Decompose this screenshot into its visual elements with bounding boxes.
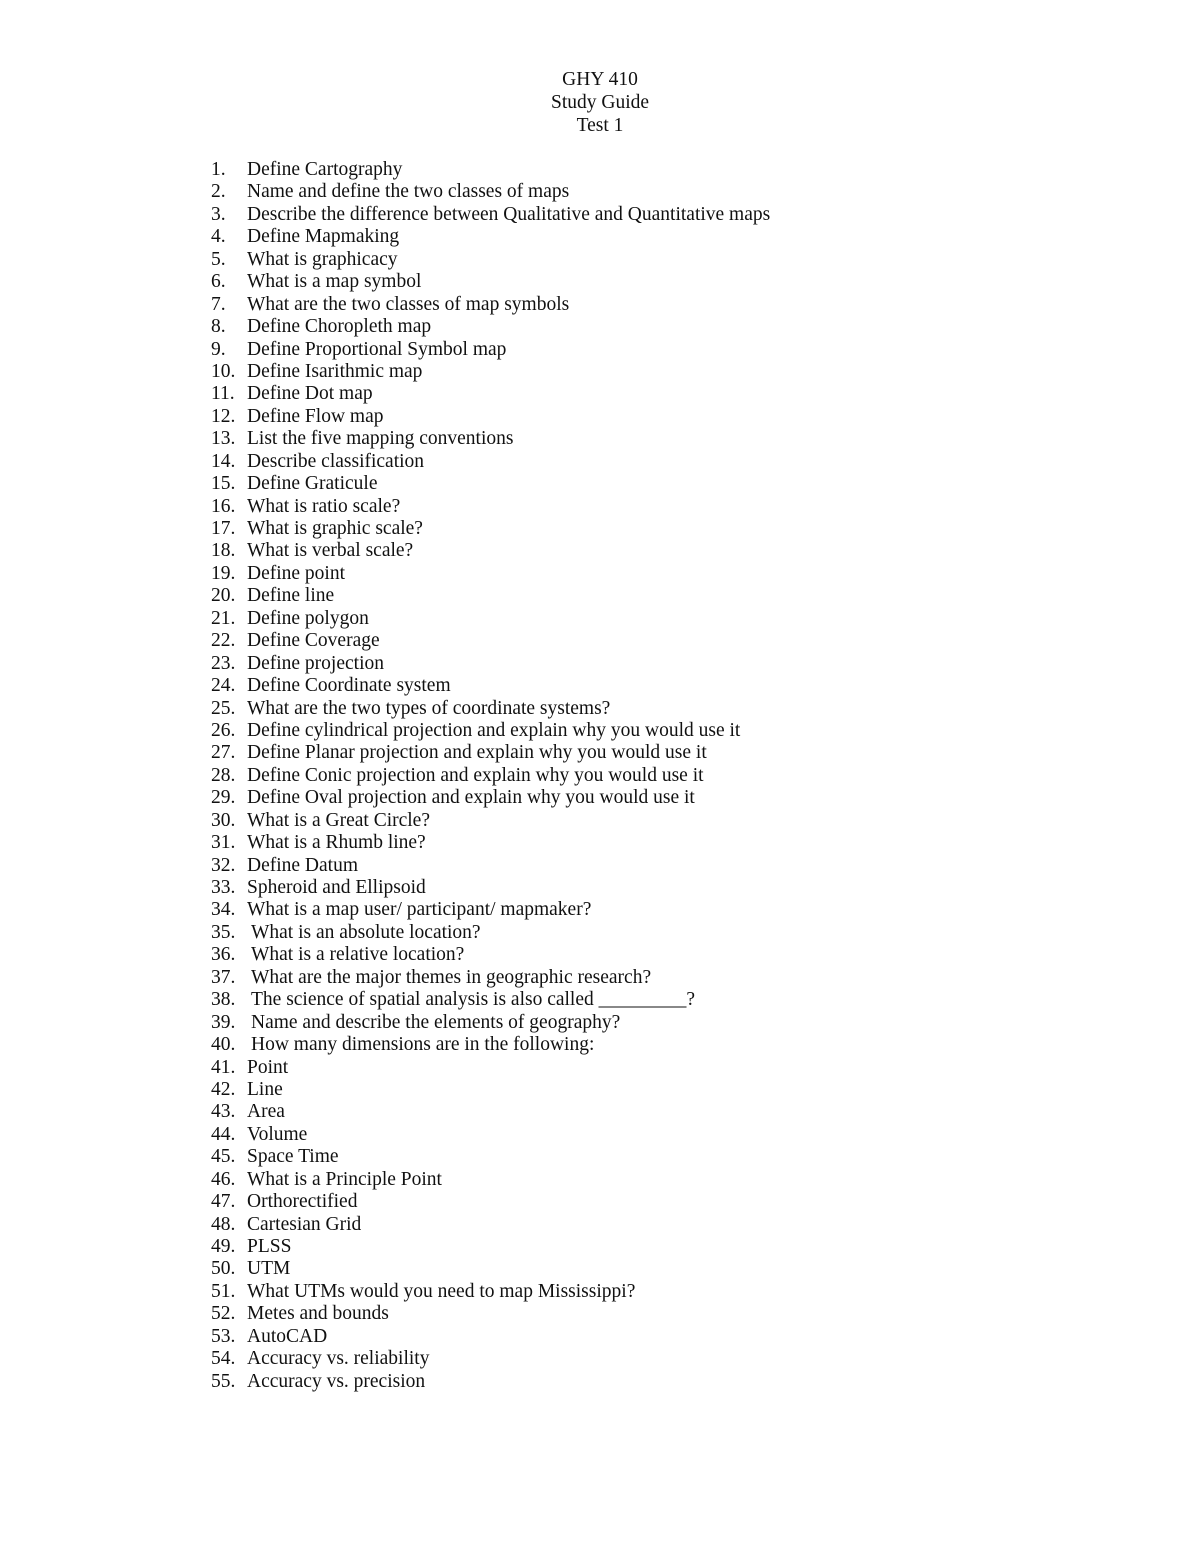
item-number: 43.: [211, 1101, 236, 1123]
item-number: 1.: [211, 159, 226, 180]
item-text: Define Planar projection and explain why you would use it: [247, 742, 707, 764]
item-number: 14.: [211, 450, 236, 472]
item-number: 6.: [211, 271, 226, 293]
item-number: 34.: [211, 899, 236, 921]
item-text: Describe classification: [247, 450, 425, 472]
item-text: Define Proportional Symbol map: [247, 338, 507, 360]
item-number: 40.: [211, 1034, 236, 1056]
item-text: Space Time: [247, 1146, 339, 1168]
item-number: 7.: [211, 293, 226, 315]
item-text: Define point: [247, 562, 346, 584]
item-text: PLSS: [247, 1236, 292, 1257]
document-header: [0, 68, 1200, 137]
item-text: What are the two types of coordinate systems?: [247, 697, 611, 719]
item-text: Define projection: [247, 652, 384, 674]
item-text: Spheroid and Ellipsoid: [247, 877, 426, 898]
item-number: 44.: [211, 1123, 236, 1145]
item-text: What is graphic scale?: [247, 518, 423, 539]
item-number: 55.: [211, 1370, 236, 1392]
document-title: Study Guide: [550, 92, 650, 113]
item-text: Define Flow map: [247, 405, 384, 427]
item-text: Describe the difference between Qualitative and Quantitative maps: [247, 203, 771, 225]
item-number: 41.: [211, 1056, 236, 1078]
item-number: 48.: [211, 1213, 236, 1235]
item-text: What is verbal scale?: [247, 540, 414, 562]
item-number: 53.: [211, 1325, 236, 1347]
item-text: Define Coverage: [247, 630, 380, 652]
item-number: 8.: [211, 316, 226, 338]
item-number: 19.: [211, 562, 236, 584]
item-text: What is a Great Circle?: [247, 809, 430, 831]
item-number: 11.: [211, 383, 235, 405]
item-text: The science of spatial analysis is also called _________?: [251, 989, 696, 1011]
item-number: 30.: [211, 809, 236, 831]
item-text: Area: [247, 1101, 285, 1123]
item-number: 28.: [211, 764, 236, 786]
item-number: 29.: [211, 787, 236, 809]
item-text: What is an absolute location?: [251, 921, 481, 943]
item-number: 20.: [211, 585, 236, 607]
item-number: 42.: [211, 1078, 236, 1100]
item-number: 33.: [211, 877, 236, 898]
item-text: Volume: [247, 1123, 308, 1145]
item-number: 50.: [211, 1258, 236, 1280]
item-number: 24.: [211, 675, 236, 697]
item-number: 23.: [211, 652, 236, 674]
item-number: 31.: [211, 832, 236, 854]
item-text: What is a relative location?: [251, 944, 465, 966]
item-text: What is a Rhumb line?: [247, 832, 426, 854]
document-subtitle: Test 1: [576, 115, 624, 136]
item-text: Define Dot map: [247, 383, 373, 405]
item-text: Name and define the two classes of maps: [247, 181, 570, 203]
item-number: 12.: [211, 405, 236, 427]
item-text: Define Graticule: [247, 473, 378, 495]
item-number: 26.: [211, 719, 236, 741]
item-text: AutoCAD: [247, 1325, 328, 1347]
item-number: 5.: [211, 248, 226, 270]
item-number: 17.: [211, 518, 236, 539]
item-text: What UTMs would you need to map Mississippi?: [247, 1280, 636, 1302]
item-text: Define Datum: [247, 854, 359, 876]
item-number: 10.: [211, 360, 236, 382]
item-number: 49.: [211, 1236, 236, 1257]
item-text: Orthorectified: [247, 1191, 358, 1213]
course-code: GHY 410: [562, 69, 638, 90]
item-number: 37.: [211, 966, 236, 988]
item-text: Define Choropleth map: [247, 316, 432, 338]
item-text: Accuracy vs. reliability: [247, 1348, 430, 1370]
item-text: Define Coordinate system: [247, 675, 451, 697]
item-number: 39.: [211, 1011, 236, 1033]
item-text: What is a Principle Point: [247, 1168, 442, 1190]
item-number: 3.: [211, 203, 226, 225]
item-number: 38.: [211, 989, 236, 1011]
item-text: What is ratio scale?: [247, 495, 401, 517]
item-text: Define line: [247, 585, 335, 607]
item-number: 21.: [211, 607, 236, 629]
item-text: What are the major themes in geographic research?: [251, 966, 652, 988]
item-text: Define polygon: [247, 607, 369, 629]
item-text: Define Mapmaking: [247, 226, 400, 248]
item-number: 25.: [211, 697, 236, 719]
item-text: Point: [247, 1056, 289, 1078]
item-text: Accuracy vs. precision: [247, 1370, 426, 1392]
item-text: Line: [247, 1078, 283, 1100]
item-number: 27.: [211, 742, 236, 764]
item-number: 4.: [211, 226, 226, 248]
item-text: Metes and bounds: [247, 1303, 389, 1325]
item-number: 54.: [211, 1348, 236, 1370]
item-text: Define Isarithmic map: [247, 360, 423, 382]
item-number: 51.: [211, 1280, 236, 1302]
item-text: Define Conic projection and explain why you would use it: [247, 764, 704, 786]
item-number: 45.: [211, 1146, 236, 1168]
item-number: 15.: [211, 473, 236, 495]
item-text: What are the two classes of map symbols: [247, 293, 570, 315]
item-number: 13.: [211, 428, 236, 450]
item-text: What is a map user/ participant/ mapmaker?: [247, 899, 592, 921]
item-text: How many dimensions are in the following:: [251, 1034, 595, 1056]
item-number: 18.: [211, 540, 236, 562]
item-number: 46.: [211, 1168, 236, 1190]
item-number: 16.: [211, 495, 236, 517]
item-text: What is graphicacy: [247, 248, 398, 270]
item-number: 36.: [211, 944, 236, 966]
item-number: 2.: [211, 181, 226, 203]
item-text: List the five mapping conventions: [247, 428, 514, 450]
item-text: UTM: [247, 1258, 291, 1280]
item-number: 35.: [211, 921, 236, 943]
item-number: 32.: [211, 854, 236, 876]
item-text: Name and describe the elements of geography?: [251, 1011, 621, 1033]
item-text: Cartesian Grid: [247, 1213, 362, 1235]
item-number: 9.: [211, 338, 226, 360]
item-number: 52.: [211, 1303, 236, 1325]
item-text: Define cylindrical projection and explain why you would use it: [247, 719, 741, 741]
item-number: 47.: [211, 1191, 236, 1213]
item-number: 22.: [211, 630, 236, 652]
item-text: What is a map symbol: [247, 271, 422, 293]
item-text: Define Cartography: [247, 159, 403, 180]
item-text: Define Oval projection and explain why you would use it: [247, 787, 695, 809]
